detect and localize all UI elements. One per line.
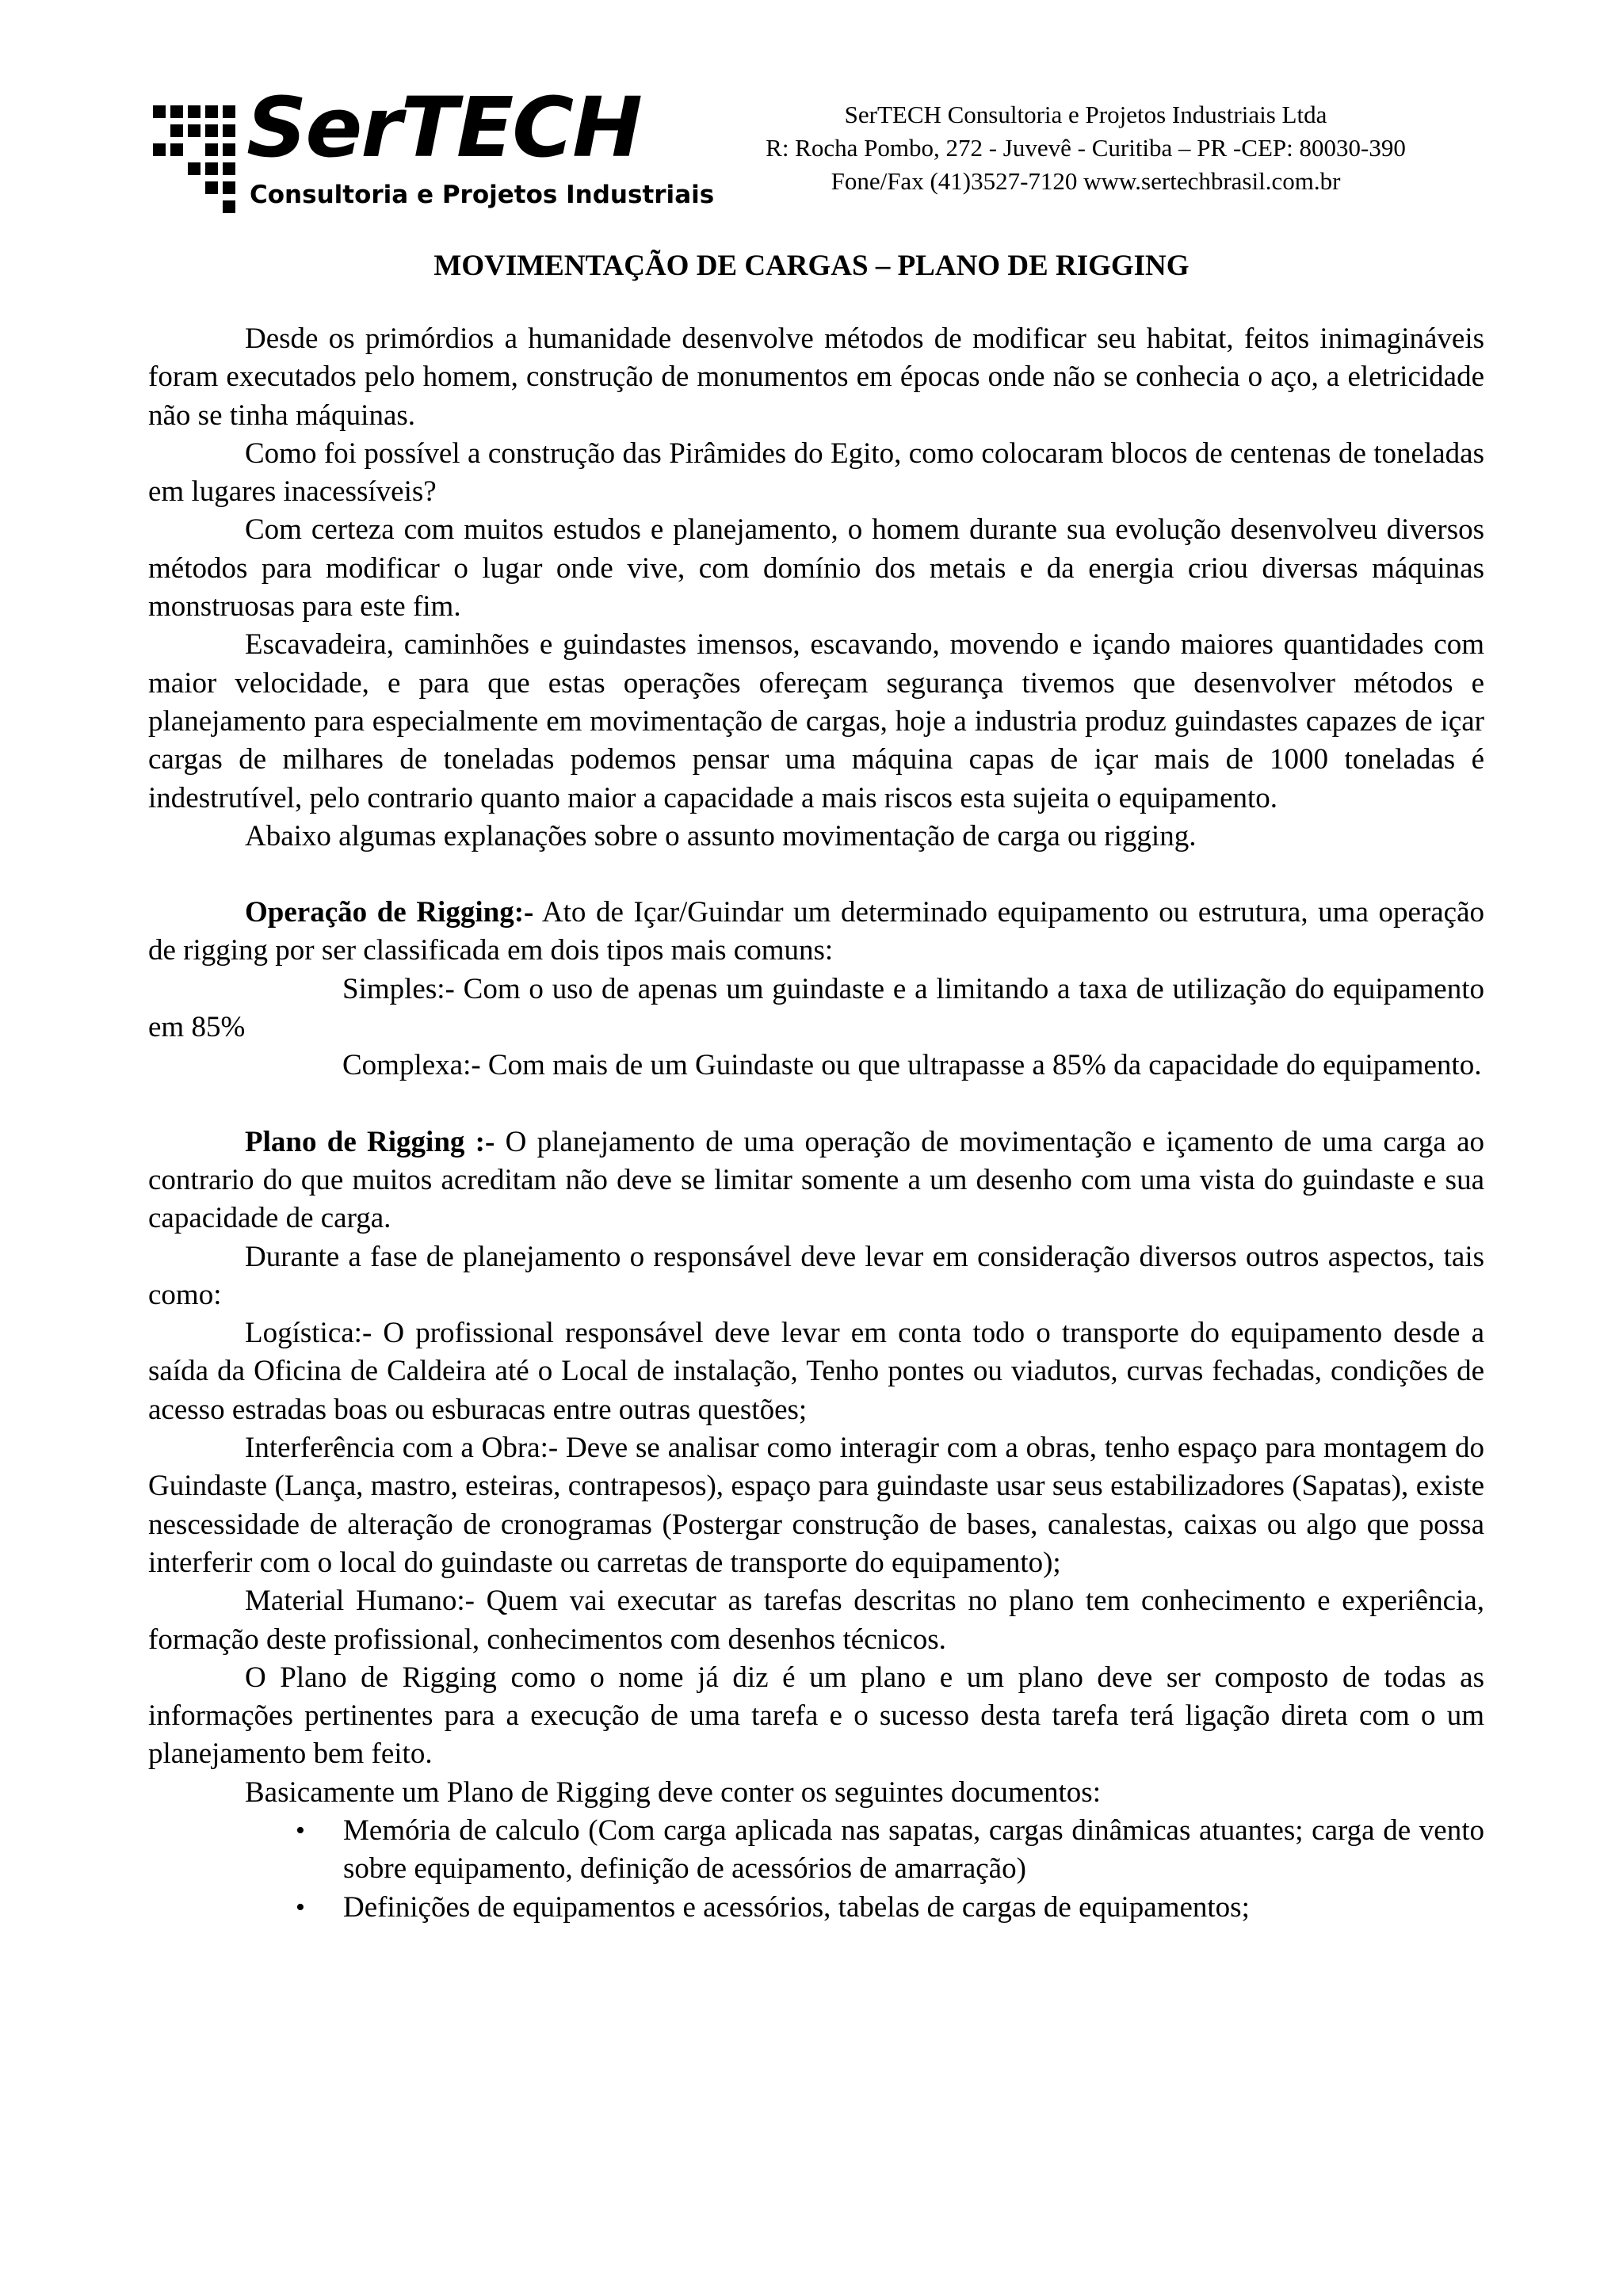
operacao-text: Ato de Içar/Guindar um determinado equipamento ou estrutura, uma operação de rigging por ser classificada em dois tipos mais comuns:	[148, 896, 1484, 967]
company-name: SerTECH Consultoria e Projetos Industriais Ltda	[844, 101, 1327, 128]
paragraph-logistica: Logística:- O profissional responsável deve levar em conta todo o transporte do equipamento desde a saída da Oficina de Caldeira até o Local de instalação, Tenho pontes ou viadutos, curvas fechadas, condições de acesso estradas boas ou esburacas entre outras questões;	[148, 1317, 1484, 1426]
paragraph-material-humano: Material Humano:- Quem vai executar as tarefas descritas no plano tem conhecimento e experiência, formação deste profissional, conhecimentos com desenhos técnicos.	[148, 1585, 1484, 1656]
list-item-text: Definições de equipamentos e acessórios, tabelas de cargas de equipamentos;	[343, 1890, 1250, 1924]
logo-name: SerTECH	[246, 79, 641, 176]
paragraph-pyramids: Como foi possível a construção das Pirâmides do Egito, como colocaram blocos de centenas de toneladas em lugares inacessíveis?	[148, 437, 1484, 509]
list-item-text: Memória de calculo (Com carga aplicada nas sapatas, cargas dinâmicas atuantes; carga de vento sobre equipamento, definição de acessórios de amarração)	[343, 1814, 1484, 1886]
bullet-icon: •	[296, 1892, 305, 1922]
logo-grid-icon	[153, 101, 235, 218]
paragraph-complexa: Complexa:- Com mais de um Guindaste ou que ultrapasse a 85% da capacidade do equipamento.	[342, 1049, 1482, 1082]
bullet-icon: •	[296, 1815, 305, 1845]
paragraph-explanations: Abaixo algumas explanações sobre o assunto movimentação de carga ou rigging.	[245, 819, 1197, 852]
company-contact: Fone/Fax (41)3527-7120 www.sertechbrasil.com.br	[831, 167, 1341, 195]
list-item	[148, 1812, 1484, 1889]
paragraph-planejamento: Durante a fase de planejamento o responsável deve levar em consideração diversos outros aspectos, tais como:	[148, 1240, 1484, 1311]
spacer	[148, 1085, 1484, 1123]
company-info	[689, 98, 1482, 198]
document-body	[148, 320, 1484, 1927]
paragraph-machines: Escavadeira, caminhões e guindastes imensos, escavando, movendo e içando maiores quantidades com maior velocidade, e para que estas operações ofereçam segurança tivemos que desenvolver métodos e planejamento para especialmente em movimentação de cargas, hoje a industria produz guindastes capazes de içar cargas de milhares de toneladas podemos pensar uma máquina capas de içar mais de 1000 toneladas é indestrutível, pelo contrario quanto maior a capacidade a mais riscos esta sujeita o equipamento.	[148, 628, 1484, 814]
plano-text: O planejamento de uma operação de movimentação e içamento de uma carga ao contrario do que muitos acreditam não deve se limitar somente a um desenho com uma vista do guindaste e sua capacidade de carga.	[148, 1125, 1485, 1235]
plano-label: Plano de Rigging :-	[245, 1125, 495, 1158]
documents-list	[148, 1812, 1484, 1927]
operacao-label: Operação de Rigging:-	[245, 896, 534, 929]
logo-subtitle: Consultoria e Projetos Industriais	[250, 181, 715, 209]
paragraph-plano-composto: O Plano de Rigging como o nome já diz é um plano e um plano deve ser composto de todas as informações pertinentes para a execução de uma tarefa e o sucesso desta tarefa terá ligação direta com o um planejamento bem feito.	[148, 1661, 1484, 1771]
paragraph-interferencia: Interferência com a Obra:- Deve se analisar como interagir com a obras, tenho espaço para montagem do Guindaste (Lança, mastro, esteiras, contrapesos), espaço para guindaste usar seus estabilizadores (Sapatas), existe nescessidade de alteração de cronogramas (Postergar construção de bases, canalestas, caixas ou algo que possa interferir com o local do guindaste ou carretas de transporte do equipamento);	[148, 1432, 1484, 1579]
company-address: R: Rocha Pombo, 272 - Juvevê - Curitiba – PR -CEP: 80030-390	[766, 134, 1406, 162]
paragraph-evolution: Com certeza com muitos estudos e planejamento, o homem durante sua evolução desenvolveu diversos métodos para modificar o lugar onde vive, com domínio dos metais e da energia criou diversas máquinas monstruosas para este fim.	[148, 513, 1484, 624]
list-item	[148, 1889, 1484, 1927]
paragraph-plano	[148, 1123, 1484, 1238]
spacer	[148, 856, 1484, 894]
document-title: MOVIMENTAÇÃO DE CARGAS – PLANO DE RIGGING	[433, 250, 1190, 282]
paragraph-operacao	[148, 894, 1484, 971]
paragraph-documentos: Basicamente um Plano de Rigging deve conter os seguintes documentos:	[245, 1775, 1101, 1809]
paragraph-simples: Simples:- Com o uso de apenas um guindaste e a limitando a taxa de utilização do equipamento em 85%	[148, 972, 1484, 1044]
paragraph-intro: Desde os primórdios a humanidade desenvolve métodos de modificar seu habitat, feitos inimagináveis foram executados pelo homem, construção de monumentos em épocas onde não se conhecia o aço, a eletricidade não se tinha máquinas.	[148, 322, 1484, 432]
company-logo	[153, 79, 715, 218]
